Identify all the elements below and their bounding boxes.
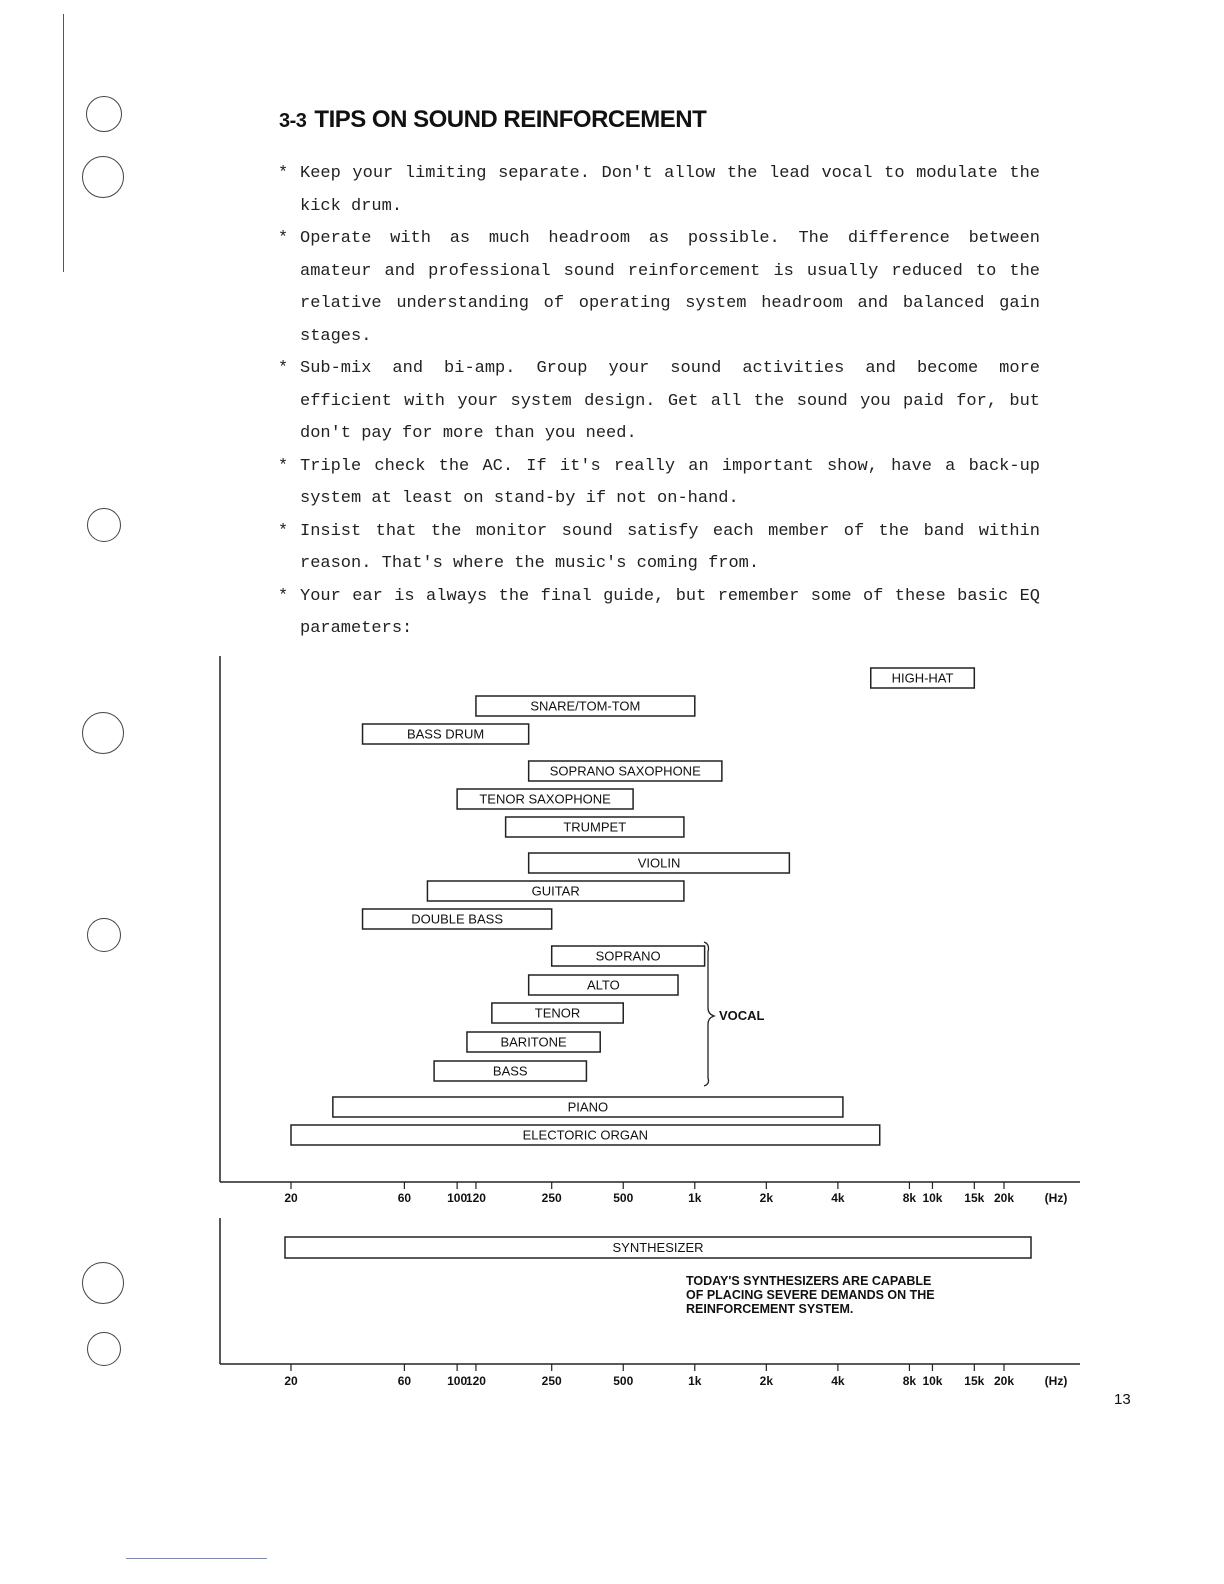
x-tick-label: 8k <box>902 1191 917 1205</box>
synth-note-line: REINFORCEMENT SYSTEM. <box>686 1302 854 1316</box>
vocal-range-bar-label: TENOR <box>534 1005 581 1021</box>
section-number: 3-3 <box>279 110 307 132</box>
x-tick-label: 120 <box>465 1374 486 1388</box>
x-tick-label: 250 <box>541 1191 562 1205</box>
vocal-range-bar-label: SOPRANO <box>595 948 661 964</box>
x-tick-label: 250 <box>541 1374 562 1388</box>
range-bar-label: PIANO <box>567 1099 609 1115</box>
x-tick-label: 1k <box>688 1191 702 1205</box>
x-tick-label: 10k <box>922 1191 943 1205</box>
x-tick-label: 20k <box>993 1191 1015 1205</box>
range-bar-label: TRUMPET <box>563 819 627 835</box>
synth-note-line: OF PLACING SEVERE DEMANDS ON THE <box>686 1288 935 1302</box>
tip-item: * Insist that the monitor sound satisfy each member of the band within reason. That's where the music's coming from. <box>278 516 1040 581</box>
synth-note-line: TODAY'S SYNTHESIZERS ARE CAPABLE <box>686 1274 932 1288</box>
x-tick-label: 500 <box>613 1191 634 1205</box>
vocal-range-bar-label: BASS <box>492 1063 528 1079</box>
x-tick-label: 4k <box>831 1191 845 1205</box>
vocal-range-bar-label: ALTO <box>586 977 620 993</box>
x-tick-label: 4k <box>831 1374 845 1388</box>
vocal-group-label: VOCAL <box>719 1008 765 1023</box>
x-tick-label: 10k <box>922 1374 943 1388</box>
range-bar-label: SNARE/TOM-TOM <box>530 698 641 714</box>
tip-item: * Triple check the AC. If it's really an important show, have a back-up system at least on stand-by if not on-hand. <box>278 451 1040 516</box>
x-tick-label: 2k <box>759 1191 774 1205</box>
range-bar-label: DOUBLE BASS <box>411 911 504 927</box>
tip-item: * Keep your limiting separate. Don't allow the lead vocal to modulate the kick drum. <box>278 158 1040 223</box>
range-bar-label: ELECTORIC ORGAN <box>522 1127 649 1143</box>
x-tick-label: 60 <box>397 1374 412 1388</box>
x-tick-label: 8k <box>902 1374 917 1388</box>
x-tick-label: 20k <box>993 1374 1015 1388</box>
x-axis-unit-label: (Hz) <box>1044 1374 1068 1388</box>
tip-item: * Operate with as much headroom as possible. The difference between amateur and professional sound reinforcement is usually reduced to the relative understanding of operating system headroom and balanced gain stages. <box>278 223 1040 353</box>
x-tick-label: 120 <box>465 1191 486 1205</box>
vocal-range-bar-label: BARITONE <box>500 1034 567 1050</box>
x-axis-unit-label: (Hz) <box>1044 1191 1068 1205</box>
range-bar-label: TENOR SAXOPHONE <box>479 791 611 807</box>
x-tick-label: 60 <box>397 1191 412 1205</box>
vocal-brace <box>704 942 714 1086</box>
range-bar-label: GUITAR <box>531 883 580 899</box>
tip-item: * Sub-mix and bi-amp. Group your sound activities and become more efficient with your system design. Get all the sound you paid for, but don't pay for more than you need. <box>278 353 1040 451</box>
section-title: TIPS ON SOUND REINFORCEMENT <box>314 106 707 133</box>
page-number: 13 <box>1114 1391 1131 1408</box>
x-tick-label: 15k <box>964 1374 985 1388</box>
footer-rule <box>126 1558 267 1559</box>
x-tick-label: 100 <box>447 1374 468 1388</box>
x-tick-label: 20 <box>284 1374 298 1388</box>
range-bar-label: HIGH-HAT <box>891 670 954 686</box>
range-bar-label: SOPRANO SAXOPHONE <box>549 763 701 779</box>
range-bar-label: SYNTHESIZER <box>612 1240 704 1255</box>
x-tick-label: 500 <box>613 1374 634 1388</box>
range-bar-label: VIOLIN <box>637 855 681 871</box>
x-tick-label: 20 <box>284 1191 298 1205</box>
tip-item: * Your ear is always the final guide, but remember some of these basic EQ parameters: <box>278 581 1040 646</box>
x-tick-label: 2k <box>759 1374 774 1388</box>
range-bar-label: BASS DRUM <box>406 726 485 742</box>
x-tick-label: 15k <box>964 1191 985 1205</box>
x-tick-label: 1k <box>688 1374 702 1388</box>
x-tick-label: 100 <box>447 1191 468 1205</box>
